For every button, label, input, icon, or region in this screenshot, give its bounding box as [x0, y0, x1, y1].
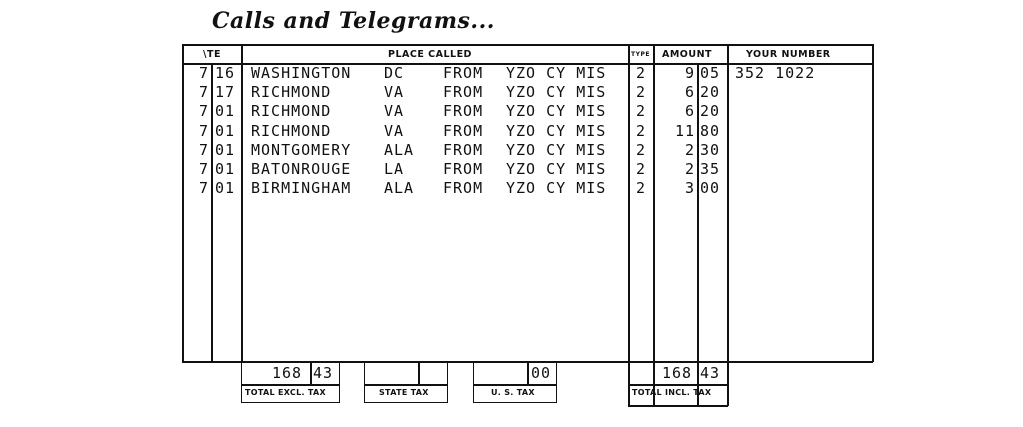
call-origin: YZO CY MIS — [506, 160, 607, 178]
call-state: VA — [384, 102, 405, 121]
call-type: 2 — [636, 121, 647, 140]
call-row — [0, 141, 1023, 159]
call-month: 7 — [199, 121, 210, 140]
total-excl-tax-label: TOTAL EXCL. TAX — [245, 388, 327, 397]
call-amount-dollars: 3 — [684, 179, 695, 198]
total-excl-tax-split — [310, 362, 312, 384]
us-tax-split — [527, 362, 529, 384]
call-amount-dollars: 6 — [684, 102, 695, 121]
your-number-value: 352 1022 — [735, 64, 816, 82]
call-from: FROM — [443, 140, 484, 159]
call-state: VA — [384, 83, 405, 102]
call-row — [0, 122, 1023, 140]
call-type: 2 — [636, 179, 647, 198]
call-type: 2 — [636, 140, 647, 159]
header-date: \TE — [203, 49, 221, 60]
state-tax-split — [418, 362, 420, 384]
call-state: VA — [384, 121, 405, 140]
call-day: 01 — [215, 102, 236, 121]
header-type: TYPE — [631, 51, 650, 58]
call-day: 01 — [215, 179, 236, 198]
call-row — [0, 83, 1023, 101]
call-day: 01 — [215, 140, 236, 159]
call-type: 2 — [636, 160, 647, 178]
call-city: BATONROUGE — [251, 160, 352, 178]
call-type: 2 — [636, 83, 647, 102]
call-type: 2 — [636, 64, 647, 82]
call-month: 7 — [199, 140, 210, 159]
table-top-border — [182, 44, 873, 46]
us-tax-cents: 00 — [531, 364, 552, 382]
section-title: Calls and Telegrams... — [212, 8, 495, 34]
call-from: FROM — [443, 179, 484, 198]
call-type: 2 — [636, 102, 647, 121]
call-from: FROM — [443, 121, 484, 140]
call-row — [0, 160, 1023, 178]
call-city: RICHMOND — [251, 83, 332, 102]
call-day: 01 — [215, 160, 236, 178]
call-amount-cents: 80 — [700, 121, 721, 140]
call-row — [0, 179, 1023, 197]
call-month: 7 — [199, 179, 210, 198]
call-from: FROM — [443, 160, 484, 178]
call-from: FROM — [443, 83, 484, 102]
call-month: 7 — [199, 102, 210, 121]
total-incl-tax-divider — [628, 384, 728, 386]
state-tax-label: STATE TAX — [379, 388, 429, 397]
call-day: 16 — [215, 64, 236, 82]
call-city: MONTGOMERY — [251, 140, 352, 159]
total-incl-tax-label: TOTAL INCL. TAX — [632, 388, 712, 397]
call-amount-cents: 20 — [700, 102, 721, 121]
total-incl-tax-bottom — [628, 405, 728, 407]
call-amount-dollars: 6 — [684, 83, 695, 102]
call-state: DC — [384, 64, 405, 82]
call-amount-cents: 00 — [700, 179, 721, 198]
call-day: 17 — [215, 83, 236, 102]
header-place-called: PLACE CALLED — [388, 49, 472, 60]
us-tax-label: U. S. TAX — [491, 388, 535, 397]
total-incl-tax-dollars: 168 — [662, 364, 693, 382]
call-month: 7 — [199, 83, 210, 102]
call-from: FROM — [443, 64, 484, 82]
call-origin: YZO CY MIS — [506, 179, 607, 198]
call-month: 7 — [199, 64, 210, 82]
call-amount-dollars: 9 — [684, 64, 695, 82]
call-city: BIRMINGHAM — [251, 179, 352, 198]
call-amount-dollars: 11 — [674, 121, 695, 140]
call-state: LA — [384, 160, 405, 178]
call-amount-cents: 20 — [700, 83, 721, 102]
state-tax-divider — [364, 384, 447, 386]
total-excl-tax-cents: 43 — [313, 364, 334, 382]
header-your-number: YOUR NUMBER — [746, 49, 831, 60]
total-incl-tax-cents: 43 — [700, 364, 721, 382]
call-origin: YZO CY MIS — [506, 102, 607, 121]
call-state: ALA — [384, 140, 415, 159]
call-state: ALA — [384, 179, 415, 198]
call-amount-dollars: 2 — [684, 140, 695, 159]
call-origin: YZO CY MIS — [506, 140, 607, 159]
call-origin: YZO CY MIS — [506, 83, 607, 102]
call-month: 7 — [199, 160, 210, 178]
call-city: RICHMOND — [251, 121, 332, 140]
call-origin: YZO CY MIS — [506, 121, 607, 140]
call-row — [0, 64, 1023, 82]
total-excl-tax-divider — [241, 384, 339, 386]
call-row — [0, 102, 1023, 120]
call-from: FROM — [443, 102, 484, 121]
call-city: WASHINGTON — [251, 64, 352, 82]
call-amount-dollars: 2 — [684, 160, 695, 178]
header-amount: AMOUNT — [662, 49, 713, 60]
us-tax-divider — [473, 384, 556, 386]
call-day: 01 — [215, 121, 236, 140]
call-amount-cents: 30 — [700, 140, 721, 159]
call-city: RICHMOND — [251, 102, 332, 121]
call-origin: YZO CY MIS — [506, 64, 607, 82]
total-excl-tax-dollars: 168 — [272, 364, 303, 382]
call-amount-cents: 35 — [700, 160, 721, 178]
call-amount-cents: 05 — [700, 64, 721, 82]
